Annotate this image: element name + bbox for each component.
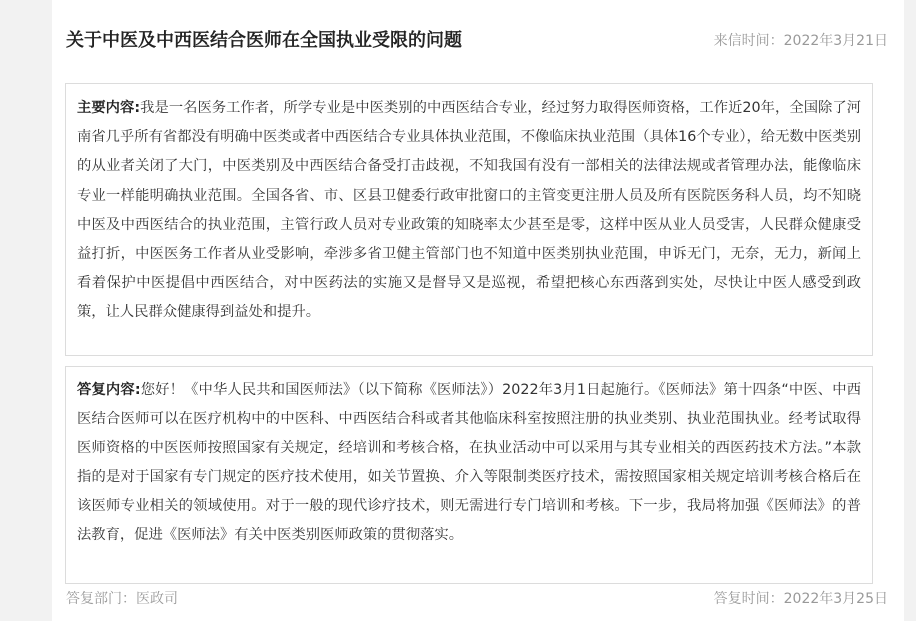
received-label: 来信时间： xyxy=(713,33,784,49)
question-text: 我是一名医务工作者，所学专业是中医类别的中西医结合专业，经过努力取得医师资格，工作近20年，全国除了河南省几乎所有省都没有明确中医类或者中西医结合专业具体执业范围，不像临床执业范围（具体16个专业），给无数中医类别的从业者关闭了大门，中医类别及中西医结合备受打击歧视，不知我国有没有一部相关的法律法规或者管理办法，能像临床专业一样能明确执业范围。全国各省、市、区县卫健委行政审批窗口的主管变更注册人员及所有医院医务科人员，均不知晓中医及中西医结合的执业范围，主管行政人员对专业政策的知晓率太少甚至是零，这样中医从业人员受害，人民群众健康受益打折，中医医务工作者从业受影响，牵涉多省卫健主管部门也不知道中医类别执业范围，申诉无门，无奈，无力，新闻上看着保护中医提倡中西医结合，对中医药法的实施又是督导又是巡视，希望把核心东西落到实处，尽快让中医人感受到政策，让人民群众健康得到益处和提升。 xyxy=(77,100,862,321)
question-label: 主要内容: xyxy=(77,100,141,116)
replied-label: 答复时间： xyxy=(713,591,784,607)
answer-label: 答复内容: xyxy=(77,382,141,398)
answer-text: 您好！《中华人民共和国医师法》（以下简称《医师法》）2022年3月1日起施行。《医师法》第十四条“中医、中西医结合医师可以在医疗机构中的中医科、中西医结合科或者其他临床科室按照注册的执业类别、执业范围执业。经考试取得医师资格的中医医师按照国家有关规定，经培训和考核合格，在执业活动中可以采用与其专业相关的西医药技术方法。”本款指的是对于国家有专门规定的医疗技术使用，如关节置换、介入等限制类医疗技术，需按照国家相关规定培训考核合格后在该医师专业相关的领域使用。对于一般的现代诊疗技术，则无需进行专门培训和考核。下一步，我局将加强《医师法》的普法教育，促进《医师法》有关中医类别医师政策的贯彻落实。 xyxy=(77,382,861,543)
replied-date: 2022年3月25日 xyxy=(783,591,888,607)
question-content xyxy=(77,94,861,328)
answer-content xyxy=(77,376,861,550)
received-date: 2022年3月21日 xyxy=(783,33,888,49)
reply-department xyxy=(66,588,178,610)
dept-label: 答复部门： xyxy=(66,591,136,607)
answer-box xyxy=(65,366,873,584)
page-title: 关于中医及中西医结合医师在全国执业受限的问题 xyxy=(66,30,462,51)
letter-header xyxy=(66,28,888,56)
reply-time xyxy=(714,588,888,610)
letter-footer xyxy=(66,588,888,610)
question-box xyxy=(65,83,873,356)
received-time xyxy=(714,31,888,51)
letter-page xyxy=(52,0,904,621)
dept-name: 医政司 xyxy=(136,591,178,607)
